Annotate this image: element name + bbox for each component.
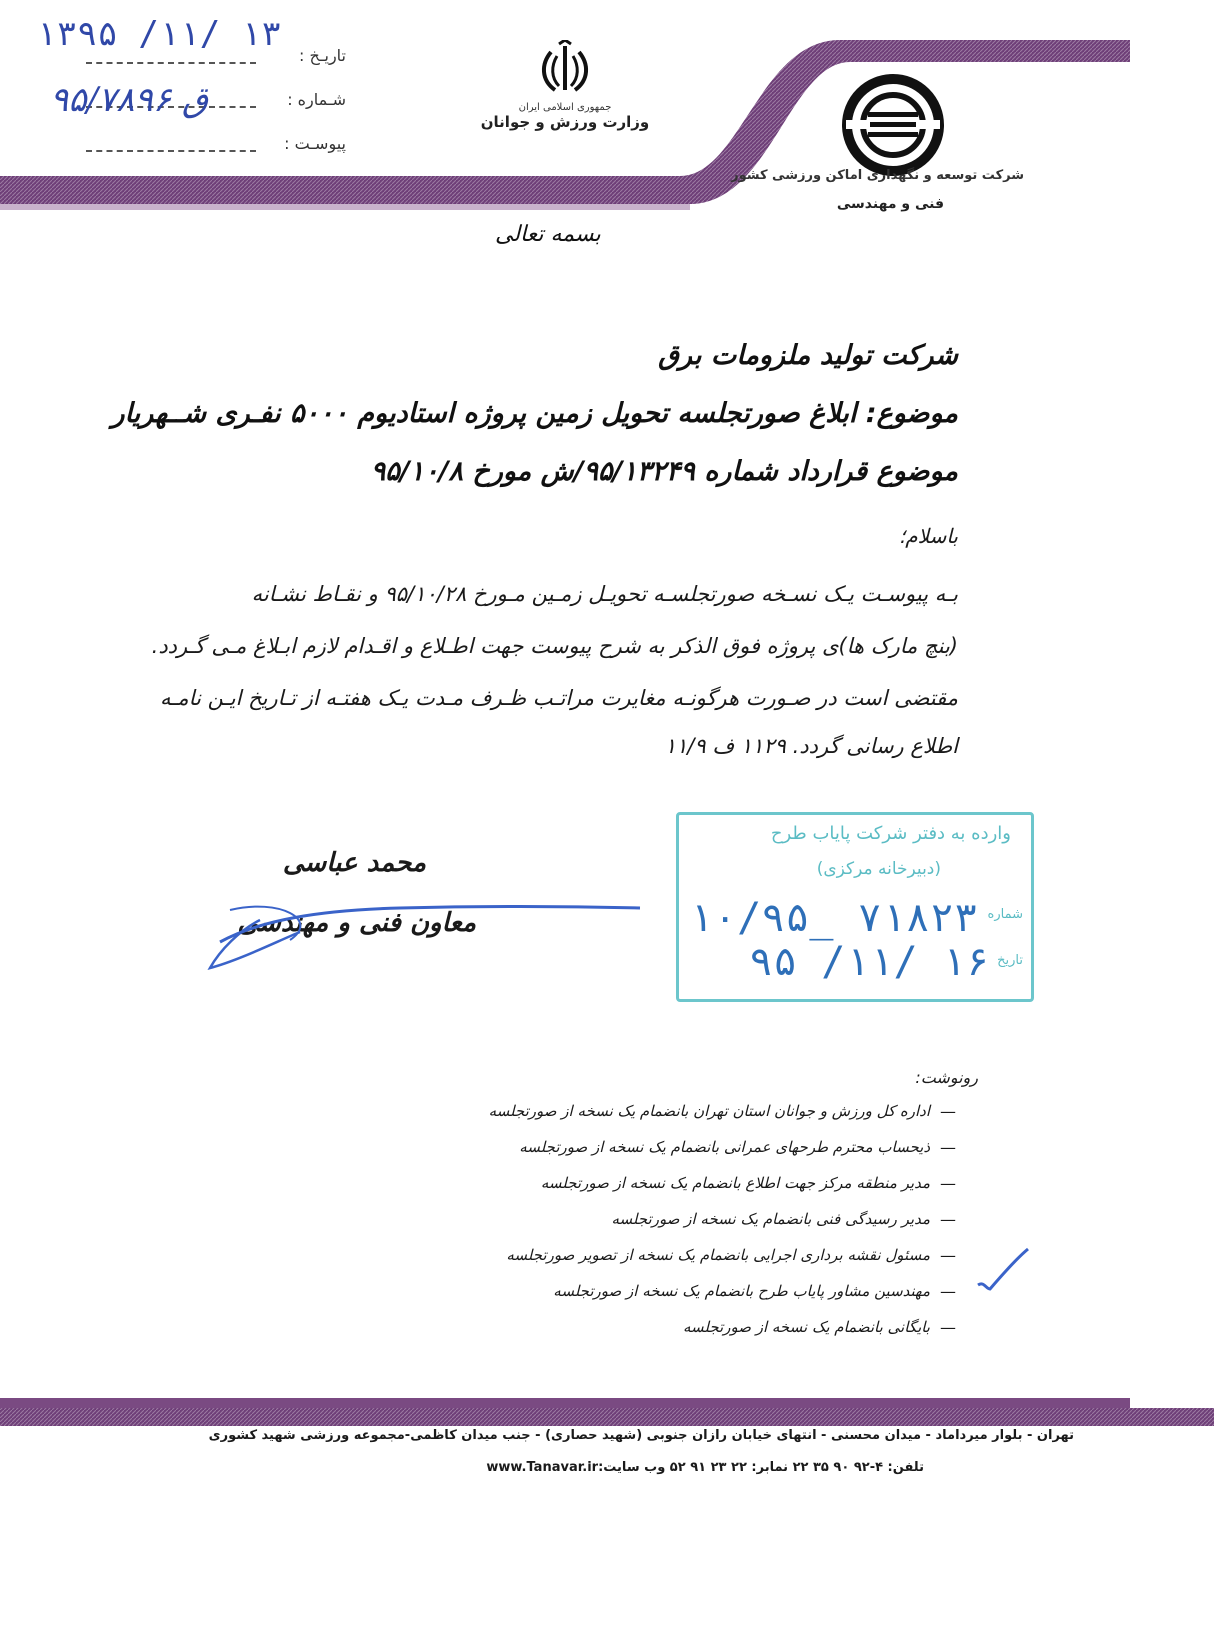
stamp-number-label: شماره — [987, 907, 1023, 922]
ministry-line2: وزارت ورزش و جوانان — [480, 113, 650, 131]
ministry-line1: جمهوری اسلامی ایران — [518, 102, 612, 113]
company-name: شرکت توسعه و نگهداری اماکن ورزشی کشور — [731, 168, 1024, 183]
basmala: بسمه تعالی — [495, 222, 601, 247]
attachment-row — [86, 132, 346, 162]
date-dash — [86, 62, 256, 64]
cc-item-2: ذیحساب محترم طرحهای عمرانی بانضمام یک نسخه از صورتجلسه — [519, 1138, 930, 1156]
stamp-date-label: تاریخ — [997, 953, 1023, 968]
stamp-handwritten-number: ۱۰/۹۵_ ۷۱۸۲۳ — [689, 895, 978, 941]
cc-bullet: — — [940, 1246, 956, 1265]
body-line-1: بـه پیوسـت یـک نسـخه صورتجلسـه تحویـل زمـین مـورخ ۹۵/۱۰/۲۸ و نقـاط نشـانه — [251, 582, 958, 606]
signer-name: محمد عباسی — [282, 848, 426, 878]
greeting: باسلام؛ — [898, 524, 958, 548]
footer-band — [0, 1386, 1214, 1426]
signer-title: معاون فنی و مهندسی — [237, 908, 476, 938]
cc-item-4: مدیر رسیدگی فنی بانضمام یک نسخه از صورتجلسه — [611, 1210, 930, 1228]
cc-bullet: — — [940, 1138, 956, 1157]
cc-bullet: — — [940, 1174, 956, 1193]
cc-bullet: — — [940, 1282, 956, 1301]
contract-reference: موضوع قرارداد شماره ۹۵/۱۳۲۴۹/ش مورخ ۹۵/۱۰/۸ — [370, 456, 958, 487]
received-stamp — [676, 812, 1034, 1002]
subject: موضوع: ابلاغ صورتجلسه تحویل زمین پروژه استادیوم ۵۰۰۰ نفـری شــهریار — [111, 398, 958, 429]
company-logo-icon — [838, 70, 948, 180]
handwritten-date: ۱۳۹۵ /۱۱/ ۱۳ — [36, 14, 282, 54]
date-label: تاریـخ : — [299, 46, 346, 65]
handwritten-signature — [200, 880, 660, 980]
body-line-4: اطلاع رسانی گردد. ۱۱۲۹ ف ۱۱/۹ — [664, 734, 958, 758]
ministry-block — [460, 40, 670, 131]
cc-item-3: مدیر منطقه مرکز جهت اطلاع بانضمام یک نسخه از صورتجلسه — [540, 1174, 930, 1192]
body-line-3: مقتضی است در صـورت هرگونـه مغایرت مراتـب ظـرف مـدت یـک هفتـه از تـاریخ ایـن نامـه — [160, 686, 958, 710]
cc-bullet: — — [940, 1102, 956, 1121]
cc-bullet: — — [940, 1210, 956, 1229]
cc-item-7: بایگانی بانضمام یک نسخه از صورتجلسه — [682, 1318, 930, 1336]
footer-address: تهران - بلوار میرداماد - میدان محسنی - انتهای خیابان رازان جنوبی (شهید حصاری) - جنب میدان کاظمی-مجموعه ورزشی شهید کشوری — [208, 1428, 1074, 1443]
cc-heading: رونوشت: — [915, 1068, 978, 1087]
cc-item-1: اداره کل ورزش و جوانان استان تهران بانضمام یک نسخه از صورتجلسه — [488, 1102, 930, 1120]
iran-emblem-icon — [537, 40, 593, 100]
body-line-2: (بنچ مارک ها)ی پروژه فوق الذکر به شرح پیوست جهت اطـلاع و اقـدام لازم ابـلاغ مـی گـردد. — [151, 634, 958, 658]
stamp-line-2: (دبیرخانه مرکزی) — [816, 859, 941, 879]
attachment-dash — [86, 150, 256, 152]
cc-bullet: — — [940, 1318, 956, 1337]
stamp-line-1: وارده به دفتر شرکت پایاب طرح — [770, 823, 1011, 844]
handwritten-number: ۹۵/۷۸۹۶ ق — [50, 80, 209, 120]
stamp-handwritten-date: ۹۵ /۱۱/ ۱۶ — [749, 939, 990, 985]
attachment-label: پیوسـت : — [284, 134, 346, 153]
number-label: شـماره : — [287, 90, 346, 109]
cc-item-6: مهندسین مشاور پایاب طرح بانضمام یک نسخه از صورتجلسه — [553, 1282, 930, 1300]
company-department: فنی و مهندسی — [836, 196, 944, 212]
footer-contact: تلفن: ۴-۹۲ ۹۰ ۳۵ ۲۲ نمابر: ۲۲ ۲۳ ۹۱ ۵۲ وب سایت:www.Tanavar.ir — [486, 1460, 924, 1475]
checkmark-icon — [972, 1245, 1032, 1295]
cc-item-5: مسئول نقشه برداری اجرایی بانضمام یک نسخه از تصویر صورتجلسه — [506, 1246, 930, 1264]
recipient: شرکت تولید ملزومات برق — [658, 340, 958, 371]
